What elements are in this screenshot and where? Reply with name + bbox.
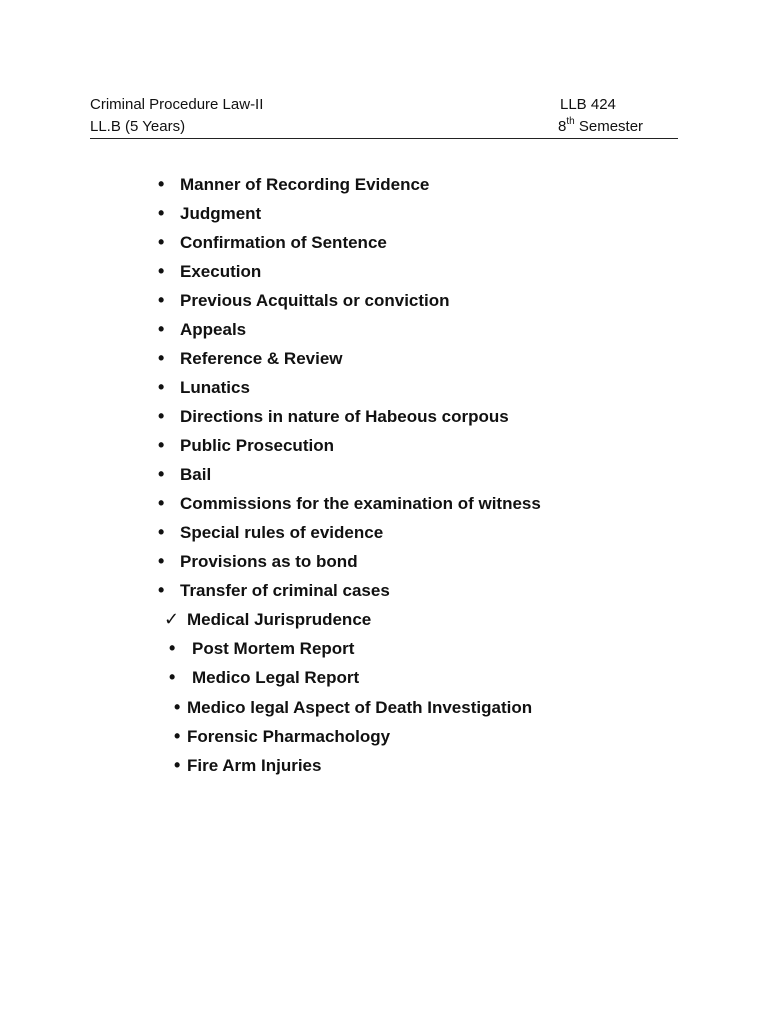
- bullet-dot-icon: •: [158, 493, 165, 513]
- bullet-dot-icon: •: [158, 580, 165, 600]
- bullet-dot-icon: •: [158, 435, 165, 455]
- list-item-label: Directions in nature of Habeous corpous: [180, 407, 509, 426]
- list-item-label: Reference & Review: [180, 349, 343, 368]
- semester-word: Semester: [574, 118, 644, 135]
- bullet-dot-icon: •: [158, 551, 165, 571]
- list-item-label: Previous Acquittals or conviction: [180, 291, 450, 310]
- list-item-label: Confirmation of Sentence: [180, 233, 387, 252]
- header-right: [558, 94, 643, 138]
- list-item-label: Appeals: [180, 320, 247, 339]
- program-name: LL.B (5 Years): [90, 118, 186, 135]
- bullet-dot-icon: •: [174, 726, 181, 746]
- bullet-dot-icon: •: [158, 348, 165, 368]
- list-item-label: Medico legal Aspect of Death Investigation: [187, 698, 533, 717]
- list-item-label: Judgment: [180, 204, 262, 223]
- bullet-dot-icon: •: [158, 290, 165, 310]
- bullet-dot-icon: •: [158, 464, 165, 484]
- bullet-dot-icon: •: [158, 203, 165, 223]
- bullet-dot-icon: •: [158, 377, 165, 397]
- list-item-label: Transfer of criminal cases: [180, 581, 390, 600]
- header-left: [90, 94, 263, 138]
- list-item-label: Execution: [180, 262, 262, 281]
- list-item-label: Provisions as to bond: [180, 552, 358, 571]
- list-item-label: Manner of Recording Evidence: [180, 175, 430, 194]
- course-title: Criminal Procedure Law-II: [90, 96, 264, 113]
- bullet-dot-icon: •: [158, 232, 165, 252]
- semester: [558, 116, 643, 138]
- list-item-label: Medico Legal Report: [192, 668, 360, 687]
- semester-number: 8: [558, 118, 567, 135]
- list-item-label: Commissions for the examination of witness: [180, 494, 541, 513]
- list-item-label: Fire Arm Injuries: [187, 756, 322, 775]
- bullet-dot-icon: •: [158, 174, 165, 194]
- medical-heading-label: Medical Jurisprudence: [187, 610, 372, 629]
- bullet-dot-icon: •: [158, 319, 165, 339]
- bullet-dot-icon: •: [158, 261, 165, 281]
- page-header: [90, 94, 678, 139]
- checkmark-icon: ✓: [164, 609, 180, 629]
- list-item-label: Lunatics: [180, 378, 250, 397]
- bullet-dot-icon: •: [169, 667, 176, 687]
- bullet-dot-icon: •: [174, 697, 181, 717]
- list-item-label: Forensic Pharmachology: [187, 727, 391, 746]
- list-item-label: Special rules of evidence: [180, 523, 384, 542]
- list-item-label: Bail: [180, 465, 212, 484]
- bullet-dot-icon: •: [158, 522, 165, 542]
- bullet-dot-icon: •: [174, 755, 181, 775]
- course-code: LLB 424: [560, 96, 616, 113]
- list-item-label: Public Prosecution: [180, 436, 334, 455]
- semester-suffix: th: [566, 116, 575, 127]
- list-item-label: Post Mortem Report: [192, 639, 355, 658]
- bullet-dot-icon: •: [169, 638, 176, 658]
- bullet-dot-icon: •: [158, 406, 165, 426]
